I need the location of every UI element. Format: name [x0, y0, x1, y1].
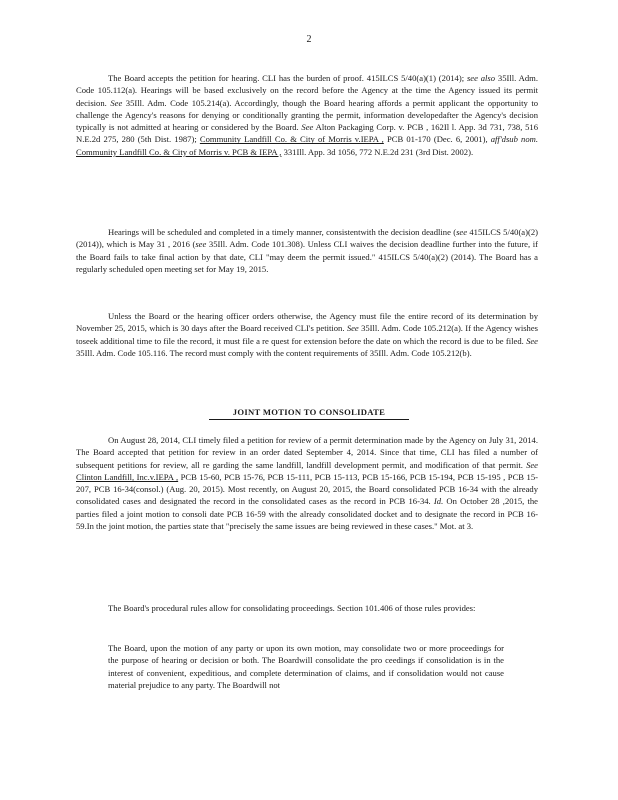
section-heading	[0, 406, 618, 420]
para3-text-b: 35Ill. Adm. Code 105.212(a). If the Agency wishes toseek additional time to file the record, it must file a re quest for extension before the date on which the record is due to be filed.	[76, 323, 539, 346]
para2-text-c: 35Ill. Adm. Code 101.308). Unless CLI waives the decision deadline further into the future, if the Board fails to take final action by that date, CLI "may deem the permit issued." 415ILCS 5/40(a)(2) (2014). The Board has a regularly scheduled open meeting set for May 19, 2015.	[76, 239, 538, 274]
para2-see-2: see	[195, 239, 207, 250]
para3-see-1: See	[346, 323, 359, 334]
para1-text-e: PCB 01-170 (Dec. 6, 2001),	[386, 134, 488, 145]
case-citation-clinton-landfill: Clinton Landfill, Inc.v.IEPA ,	[76, 471, 179, 482]
case-citation-community-landfill-1: Community Landfill Co. & City of Morris v.IEPA ,	[199, 134, 384, 145]
para1-text-d: Alton Packaging Corp. v. PCB , 162Il l. App. 3d 731, 738, 516 N.E.2d 275, 280 (5th Dist. 1987);	[76, 122, 538, 145]
para3-see-2: See	[526, 335, 538, 346]
para2-see-1: see	[456, 227, 468, 237]
case-citation-community-landfill-2: Community Landfill Co. & City of Morris v. PCB & IEPA ,	[76, 146, 282, 157]
paragraph-petition-hearing	[76, 72, 538, 158]
para4-see: See	[526, 459, 538, 470]
para1-text-f: 331Ill. App. 3d 1056, 772 N.E.2d 231 (3rd Dist. 2002).	[283, 146, 474, 157]
section-heading-text: JOINT MOTION TO CONSOLIDATE	[209, 406, 409, 420]
para1-text-a: The Board accepts the petition for hearing. CLI has the burden of proof. 415ILCS 5/40(a)(1) (2014);	[108, 73, 465, 83]
block-quote-section-101-406: The Board, upon the motion of any party or upon its own motion, may consolidate two or more proceedings for the purpose of hearing or decision or both. The Boardwill consolidate the pro ceedings if consolidation is in the interest of convenient, expeditious, and complete determination of claims, and if consolidation would not cause material prejudice to any party. The Boardwill not	[108, 643, 504, 690]
para2-text-a: Hearings will be scheduled and completed in a timely manner, consistentwith the decision deadline (	[108, 227, 457, 237]
para4-text-b: PCB 15-60, PCB 15-76, PCB 15-111, PCB 15-113, PCB 15-166, PCB 15-194, PCB 15-195 , PCB 15-207, PCB 16-34(consol.) (Aug. 20, 2015). Most recently, on August 20, 2015, the Board consolidated PCB 16-34 with the already consolidated cases and designated the record in the consolidated cases as the record in PCB 16-34.	[76, 471, 538, 507]
para4-text-a: On August 28, 2014, CLI timely filed a petition for review of a permit determination made by the Agency on July 31, 2014. The Board accepted that petition for review in an order dated September 4, 2014. Since that time, CLI has filed a number of subsequent petitions for review, all re garding the same landfill, landfill development permit, and modification of that permit.	[76, 435, 538, 470]
page-number: 2	[306, 34, 312, 45]
para1-see-1: See	[110, 97, 123, 108]
para1-affd-sub-nom: aff'dsub nom.	[490, 134, 538, 145]
para2-text-b: 415ILCS 5/40(a)(2) (2014)), which is May 31 , 2016 (	[76, 227, 539, 250]
paragraph-procedural-history	[76, 434, 538, 532]
para1-see-2: See	[301, 122, 314, 133]
para1-text-c: 35Ill. Adm. Code 105.214(a). Accordingly, though the Board hearing affords a permit applicant the opportunity to challenge the Agency's reasons for denying or conditionally granting the permit, information developedafter the Agency's decision typically is not admitted at hearing or considered by the Board.	[76, 97, 539, 133]
para3-text-c: 35Ill. Adm. Code 105.116. The record must comply with the content requirements of 35Ill. Adm. Code 105.212(b).	[76, 347, 472, 358]
paragraph-hearing-schedule	[76, 226, 538, 275]
para3-text-a: Unless the Board or the hearing officer orders otherwise, the Agency must file the entire record of its determination by November 25, 2015, which is 30 days after the Board received CLI's petition.	[76, 311, 538, 334]
para4-id: Id.	[433, 496, 444, 507]
paragraph-procedural-rules: The Board's procedural rules allow for consolidating proceedings. Section 101.406 of those rules provides:	[108, 603, 476, 613]
paragraph-agency-record	[76, 310, 538, 359]
para1-see-also: see also	[466, 73, 496, 83]
para4-text-c: On October 28 ,2015, the parties filed a joint motion to consoli date PCB 16-59 with the already consolidated docket and to designate the record in PCB 16-59.In the joint motion, the parties state that "precisely the same issues are being reviewed in these cases." Mot. at 3.	[76, 496, 538, 532]
para1-text-b: 35Ill. Adm. Code 105.112(a). Hearings will be based exclusively on the record before the Agency at the time the Agency issued its permit decision.	[76, 73, 538, 108]
